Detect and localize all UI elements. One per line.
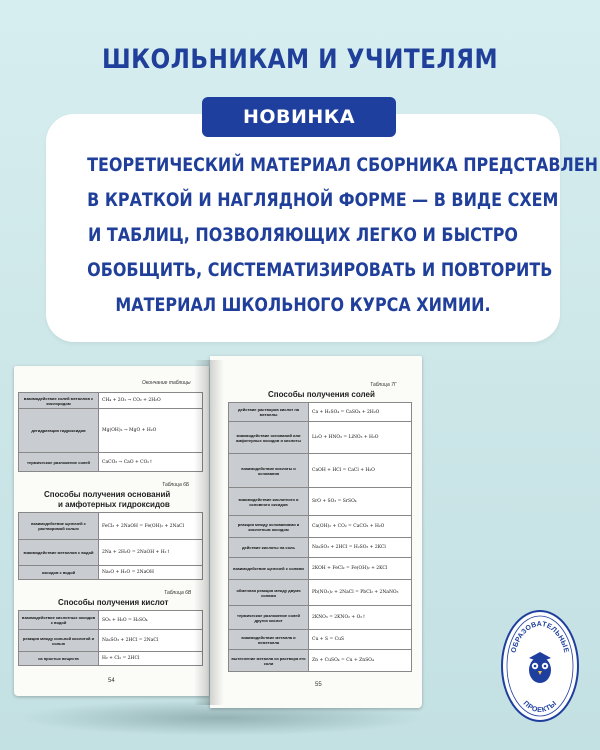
table-row [228, 650, 412, 672]
row-equation: Mg(OH)₂ → MgO + H₂O [102, 428, 157, 433]
table-row [228, 606, 412, 630]
table-row [228, 630, 412, 650]
row-equation: CaOH + HCl = CaCl + H₂O [312, 468, 375, 473]
table-row [228, 422, 412, 454]
row-label: взаимодействие оснований или амфотерных оксидов и кислоты [229, 422, 309, 453]
row-equation: Na₂O + H₂O = 2NaOH [102, 570, 154, 575]
table-row [18, 652, 203, 666]
owl-icon [529, 652, 551, 683]
row-equation: 2Na + 2H₂O = 2NaOH + H₂↑ [102, 550, 171, 555]
row-label: взаимодействие щелочей с солями [229, 558, 309, 579]
row-label: взаимодействие кислотных оксидов с водой [19, 611, 99, 629]
book-page-right [210, 356, 422, 708]
row-label: обменная реакция между двумя солями [229, 580, 309, 605]
row-label: из простых веществ [19, 652, 99, 665]
section-title: Способы получения оснований [44, 490, 171, 499]
row-label: взаимодействие металла и неметалла [229, 630, 309, 649]
row-label: взаимодействие кислотного и основного оксидов [229, 488, 309, 515]
row-label: взаимодействие щелочей с растворимой солью [19, 513, 99, 539]
description [87, 148, 599, 323]
row-equation: H₂ + Cl₂ = 2HCl [102, 656, 140, 661]
row-equation: Cu + S = CuS [312, 637, 345, 642]
description-line: ТЕОРЕТИЧЕСКИЙ МАТЕРИАЛ СБОРНИКА ПРЕДСТАВЛЕН [87, 154, 599, 176]
row-equation: Pb(NO₃)₂ + 2NaCl = PbCl₂ + 2NaNO₃ [312, 590, 399, 595]
row-equation: Na₂SO₃ + 2HCl = 2NaCl [102, 638, 159, 643]
table-row [228, 488, 412, 516]
row-label: термическое разложение солей [19, 453, 99, 471]
table-row [18, 392, 203, 409]
table-row [228, 402, 412, 422]
publisher-stamp [498, 606, 582, 724]
table-row [228, 580, 412, 606]
row-equation: Zn + CuSO₄ = Cu + ZnSO₄ [312, 658, 374, 663]
section-title: и амфотерных гидроксидов [58, 500, 170, 509]
headline: ШКОЛЬНИКАМ И УЧИТЕЛЯМ [101, 44, 499, 75]
table-row [18, 453, 203, 472]
row-label: реакция между основаниями и кислотным оксидом [229, 516, 309, 537]
row-label: вытеснение металла из раствора его соли [229, 650, 309, 671]
table-row [18, 512, 203, 540]
table-row [18, 409, 203, 453]
row-equation: Li₂O + HNO₃ = LiNO₃ + H₂O [312, 435, 379, 440]
row-equation: 2KNO₃ = 2KNO₂ + O₂↑ [312, 615, 366, 620]
table-row [228, 538, 412, 558]
description-line: ОБОБЩИТЬ, СИСТЕМАТИЗИРОВАТЬ И ПОВТОРИТЬ [87, 259, 553, 281]
book-spine [194, 360, 224, 705]
row-label: действие кислоты на соль [229, 538, 309, 557]
row-equation: CH₄ + 2O₂ → CO₂ + 2H₂O [102, 398, 161, 403]
table-row [18, 566, 203, 580]
row-equation: SO₃ + H₂O = H₂SO₄ [102, 617, 148, 623]
table-label: Таблица 6Б [162, 482, 190, 488]
row-equation: FeCl₃ + 2NaOH = Fe(OH)₂ + 2NaCl [102, 523, 185, 529]
description-line: В КРАТКОЙ И НАГЛЯДНОЙ ФОРМЕ — В ВИДЕ СХЕМ [87, 189, 559, 211]
book-page-left [14, 366, 209, 696]
description-line: И ТАБЛИЦ, ПОЗВОЛЯЮЩИХ ЛЕГКО И БЫСТРО [87, 224, 518, 246]
table-row [228, 516, 412, 538]
row-label: термическое разложение солей других кислот [229, 606, 309, 629]
table-row [228, 454, 412, 488]
row-equation: Na₂SO₃ + 2HCl = H₂SO₃ + 2KCl [312, 545, 386, 550]
description-line: МАТЕРИАЛ ШКОЛЬНОГО КУРСА ХИМИИ. [115, 294, 491, 316]
row-label: действие растворов кислот на металлы [229, 403, 309, 421]
row-label: дегидратация гидроксидов [19, 409, 99, 452]
row-equation: SrO + SO₃ = SrSO₄ [312, 499, 357, 504]
table-row [228, 558, 412, 580]
row-label: оксидов с водой [19, 566, 99, 579]
row-label: реакция между сильной кислотой и солью [19, 630, 99, 651]
row-equation: CaCO₃ → CaO + CO₂↑ [102, 459, 153, 465]
new-badge: НОВИНКА [202, 97, 396, 137]
stamp-text-top: ОБРАЗОВАТЕЛЬНЫЕ [510, 620, 570, 654]
row-label: взаимодействие солей металлов с кислородом [19, 393, 99, 408]
row-equation: Ca + H₂SO₄ = CaSO₄ + 2H₂O [312, 409, 380, 415]
page-number: 54 [108, 678, 115, 684]
stamp-text-bottom: ПРОЕКТЫ [521, 699, 559, 715]
row-label: взаимодействие кислоты и основания [229, 454, 309, 487]
table-label: Таблица 7Г [370, 382, 397, 388]
section-title: Способы получения солей [268, 390, 375, 399]
section-title: Способы получения кислот [58, 598, 169, 607]
row-label: взаимодействие металлов с водой [19, 540, 99, 565]
table-row [18, 540, 203, 566]
running-head: Окончание таблицы [142, 380, 191, 386]
row-equation: 2KOH + FeCl₂ = Fe(OH)₂ + 2KCl [312, 566, 388, 571]
table-label: Таблица 6В [164, 590, 192, 596]
table-row [18, 630, 203, 652]
table-row [18, 610, 203, 630]
row-equation: Ca(OH)₂ + CO₂ = CaCO₃ + H₂O [312, 524, 385, 529]
page-number: 55 [315, 682, 322, 688]
